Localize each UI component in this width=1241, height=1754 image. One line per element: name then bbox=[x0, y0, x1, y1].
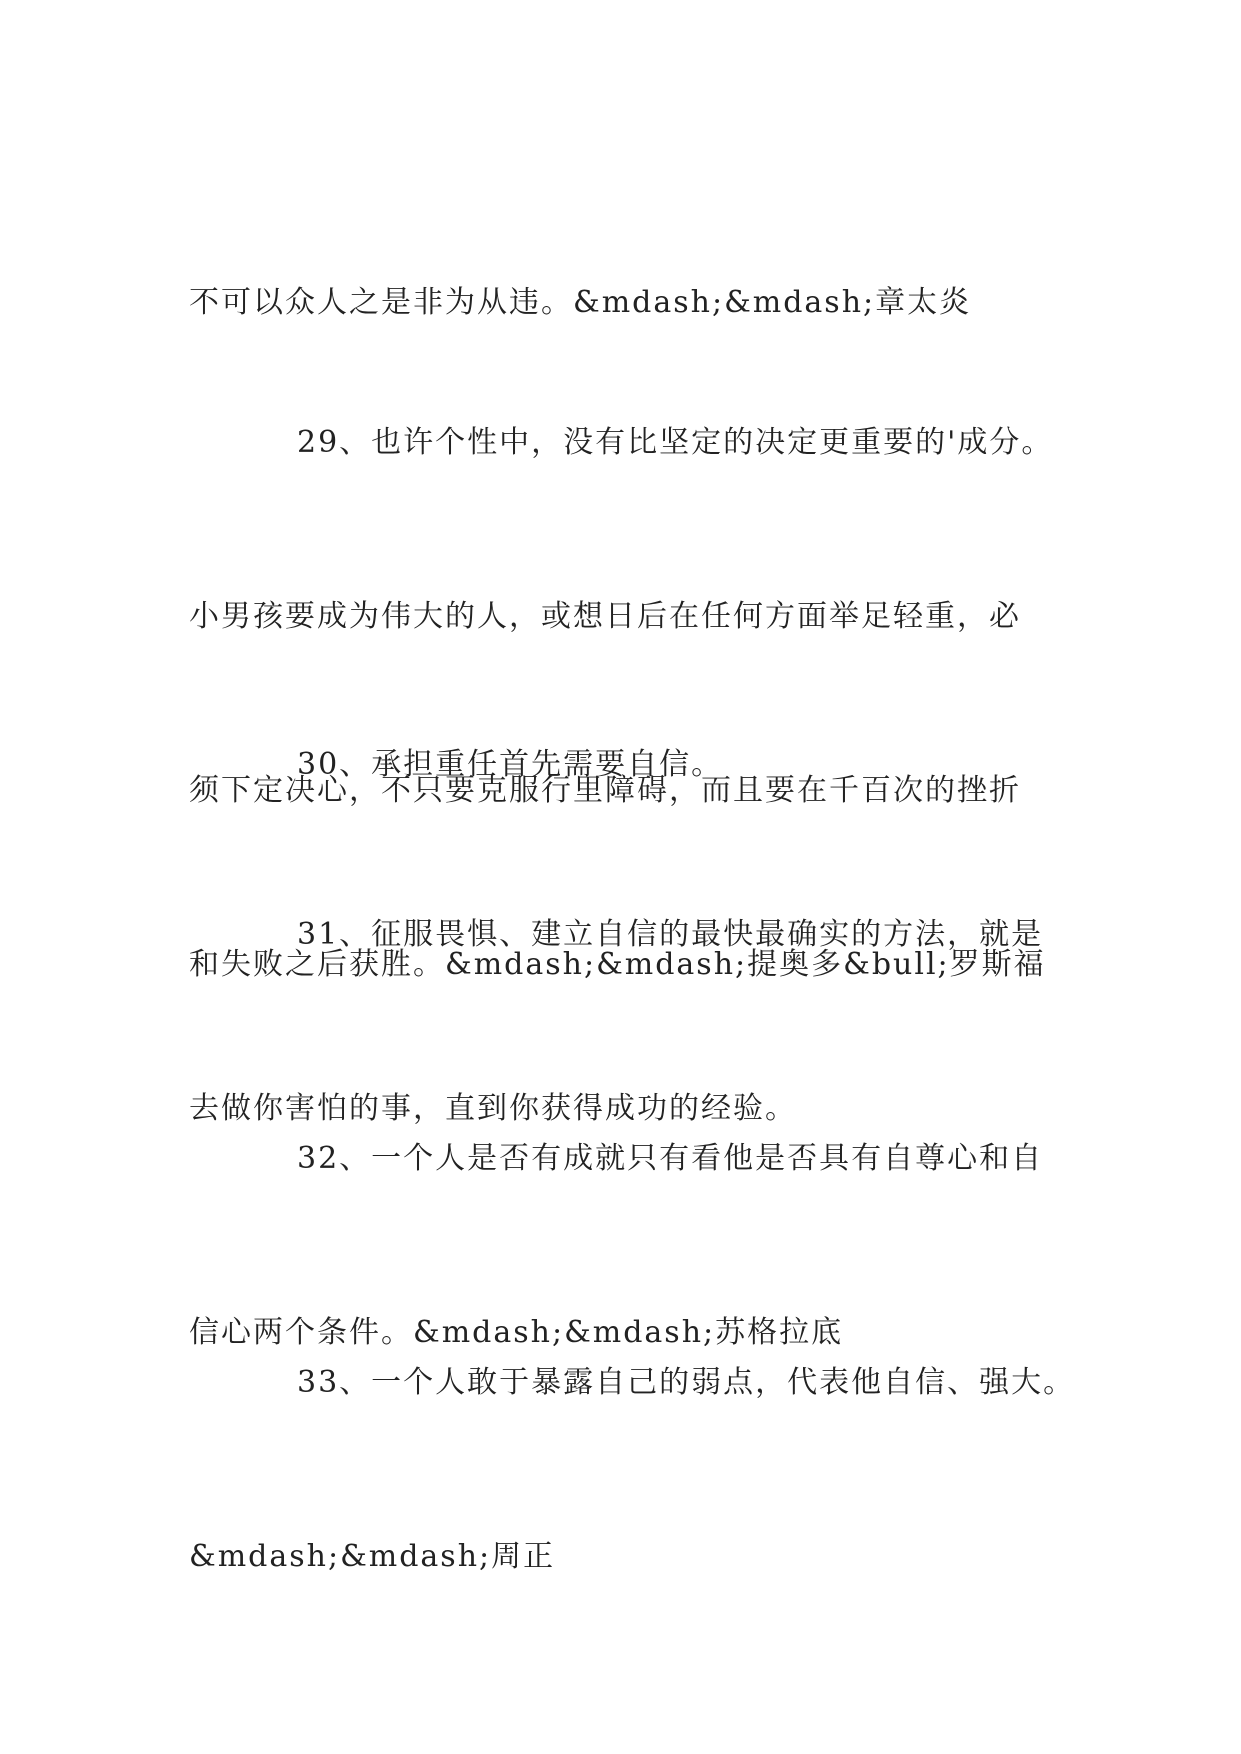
paragraph-quote-33 bbox=[189, 1238, 1076, 1702]
paragraph-line: &mdash;&mdash;周正 bbox=[189, 1539, 556, 1574]
paragraph-line: 31、征服畏惧、建立自信的最快最确实的方法，就是 bbox=[297, 917, 1044, 952]
paragraph-line: 须下定决心，不只要克服行里障碍，而且要在千百次的挫折 bbox=[189, 773, 1021, 808]
paragraph-line: 33、一个人敢于暴露自己的弱点，代表他自信、强大。 bbox=[297, 1365, 1076, 1400]
paragraph-line: 30、承担重任首先需要自信。 bbox=[297, 747, 724, 782]
paragraph-line: 和失败之后获胜。&mdash;&mdash;提奥多&bull;罗斯福 bbox=[189, 947, 1046, 982]
paragraph-line: 去做你害怕的事，直到你获得成功的经验。 bbox=[189, 1091, 797, 1126]
paragraph-line: 不可以众人之是非为从违。&mdash;&mdash;章太炎 bbox=[189, 285, 972, 320]
paragraph-line: 29、也许个性中，没有比坚定的决定更重要的'成分。 bbox=[297, 425, 1054, 460]
paragraph-line: 信心两个条件。&mdash;&mdash;苏格拉底 bbox=[189, 1315, 844, 1350]
paragraph-line: 小男孩要成为伟大的人，或想日后在任何方面举足轻重，必 bbox=[189, 599, 1021, 634]
paragraph-line: 32、一个人是否有成就只有看他是否具有自尊心和自 bbox=[297, 1141, 1044, 1176]
